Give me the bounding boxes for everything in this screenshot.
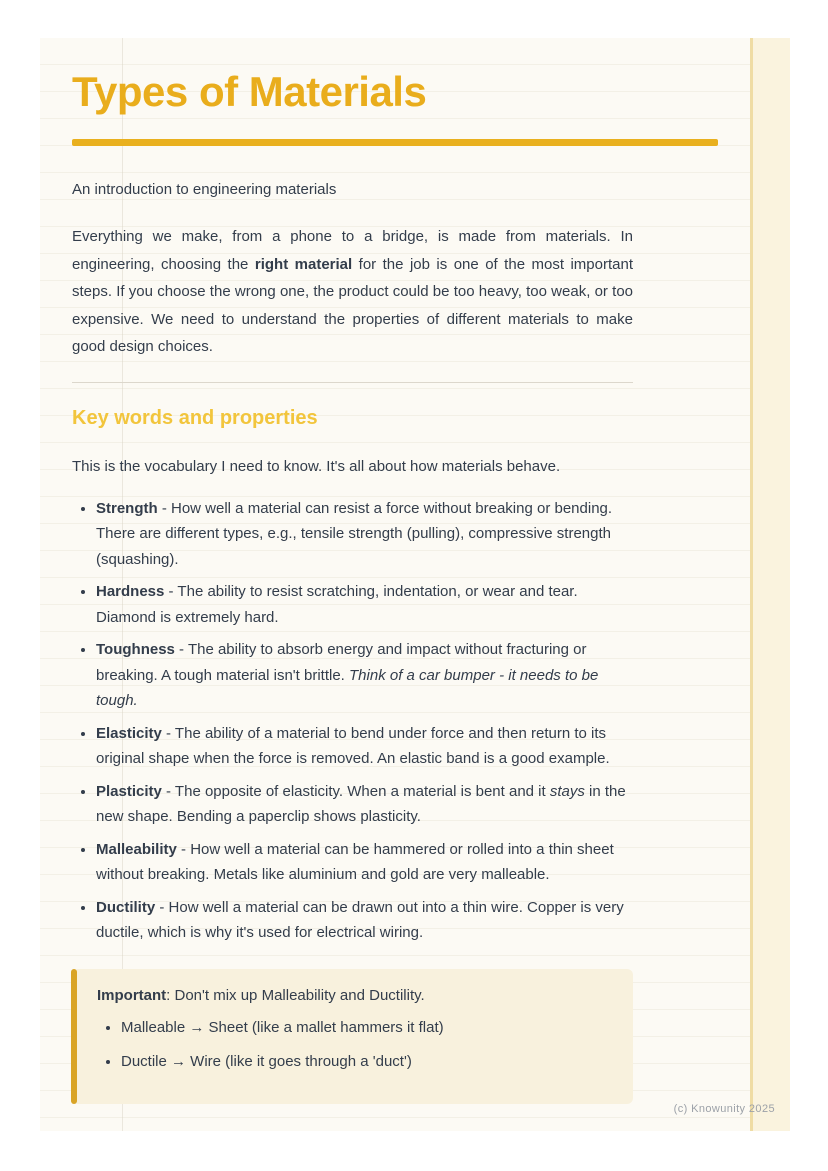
text-run: - The ability of a material to bend under force and then return to its original shape when the force is removed. An elastic band is a good example. [96,724,610,767]
callout-label: Important [97,986,167,1004]
page-title: Types of Materials [72,68,427,115]
property-term: Strength [96,499,158,517]
important-callout [72,969,633,1104]
text-run: - How well a material can be drawn out into a thin wire. Copper is very ductile, which is why it's used for electrical wiring. [96,898,624,941]
text-run: Think of a car bumper - it needs to be tough. [96,666,599,709]
text-run: - How well a material can be hammered or rolled into a thin sheet without breaking. Metals like aluminium and gold are very malleable. [96,840,614,883]
page-edge-strip [750,38,790,1131]
property-item [96,579,633,630]
property-term: Toughness [96,641,175,658]
page-content [72,38,718,1104]
property-item [96,496,633,573]
copyright-watermark: (c) Knowunity 2025 [673,1103,775,1115]
property-item [96,779,633,830]
section-divider [72,382,633,383]
text-run: in the new shape. Bending a paperclip shows plasticity. [96,782,626,825]
property-term: Malleability [96,840,177,858]
title-underline-rule [72,139,718,146]
text-run: right material [254,255,353,273]
text-run: - The opposite of elasticity. When a material is bent and it [161,782,550,800]
property-item [96,721,633,772]
properties-list [72,496,633,946]
text-run: Everything we make, from a phone to a bridge, is made from materials. In engineering, choosing the [72,228,633,273]
text-run: stays [549,782,585,800]
callout-accent-bar [71,969,77,1104]
text-run: - The ability to absorb energy and impact without fracturing or breaking. A tough material isn't brittle. [96,641,587,684]
property-term: Elasticity [96,724,162,742]
property-item [96,837,633,888]
text-run: for the job is one of the most important steps. If you choose the wrong one, the product could be too heavy, too weak, or too expensive. We need to understand the properties of different materials to make good design choices. [72,255,633,355]
property-item [96,637,633,714]
intro-paragraph [72,223,633,361]
callout-list [97,1017,613,1073]
text-run: - The ability to resist scratching, indentation, or wear and tear. Diamond is extremely hard. [96,583,578,626]
section-heading: Key words and properties [72,406,318,429]
callout-heading-text: : Don't mix up Malleability and Ductility. [166,986,425,1004]
property-term: Ductility [96,898,156,916]
notes-page [40,38,790,1131]
callout-item: • Malleable → Sheet (like a mallet hammers it flat) [121,1017,613,1039]
text-run: - How well a material can resist a force without breaking or bending. There are different types, e.g., tensile strength (pulling), compressive strength (squashing). [96,499,613,568]
property-term: Plasticity [96,782,162,800]
callout-heading [97,985,613,1007]
property-term: Hardness [96,583,165,600]
section-lead: This is the vocabulary I need to know. It's all about how materials behave. [72,457,561,475]
callout-item: • Ductile → Wire (like it goes through a 'duct') [121,1051,613,1073]
subtitle: An introduction to engineering materials [72,181,337,198]
property-item [96,895,633,946]
